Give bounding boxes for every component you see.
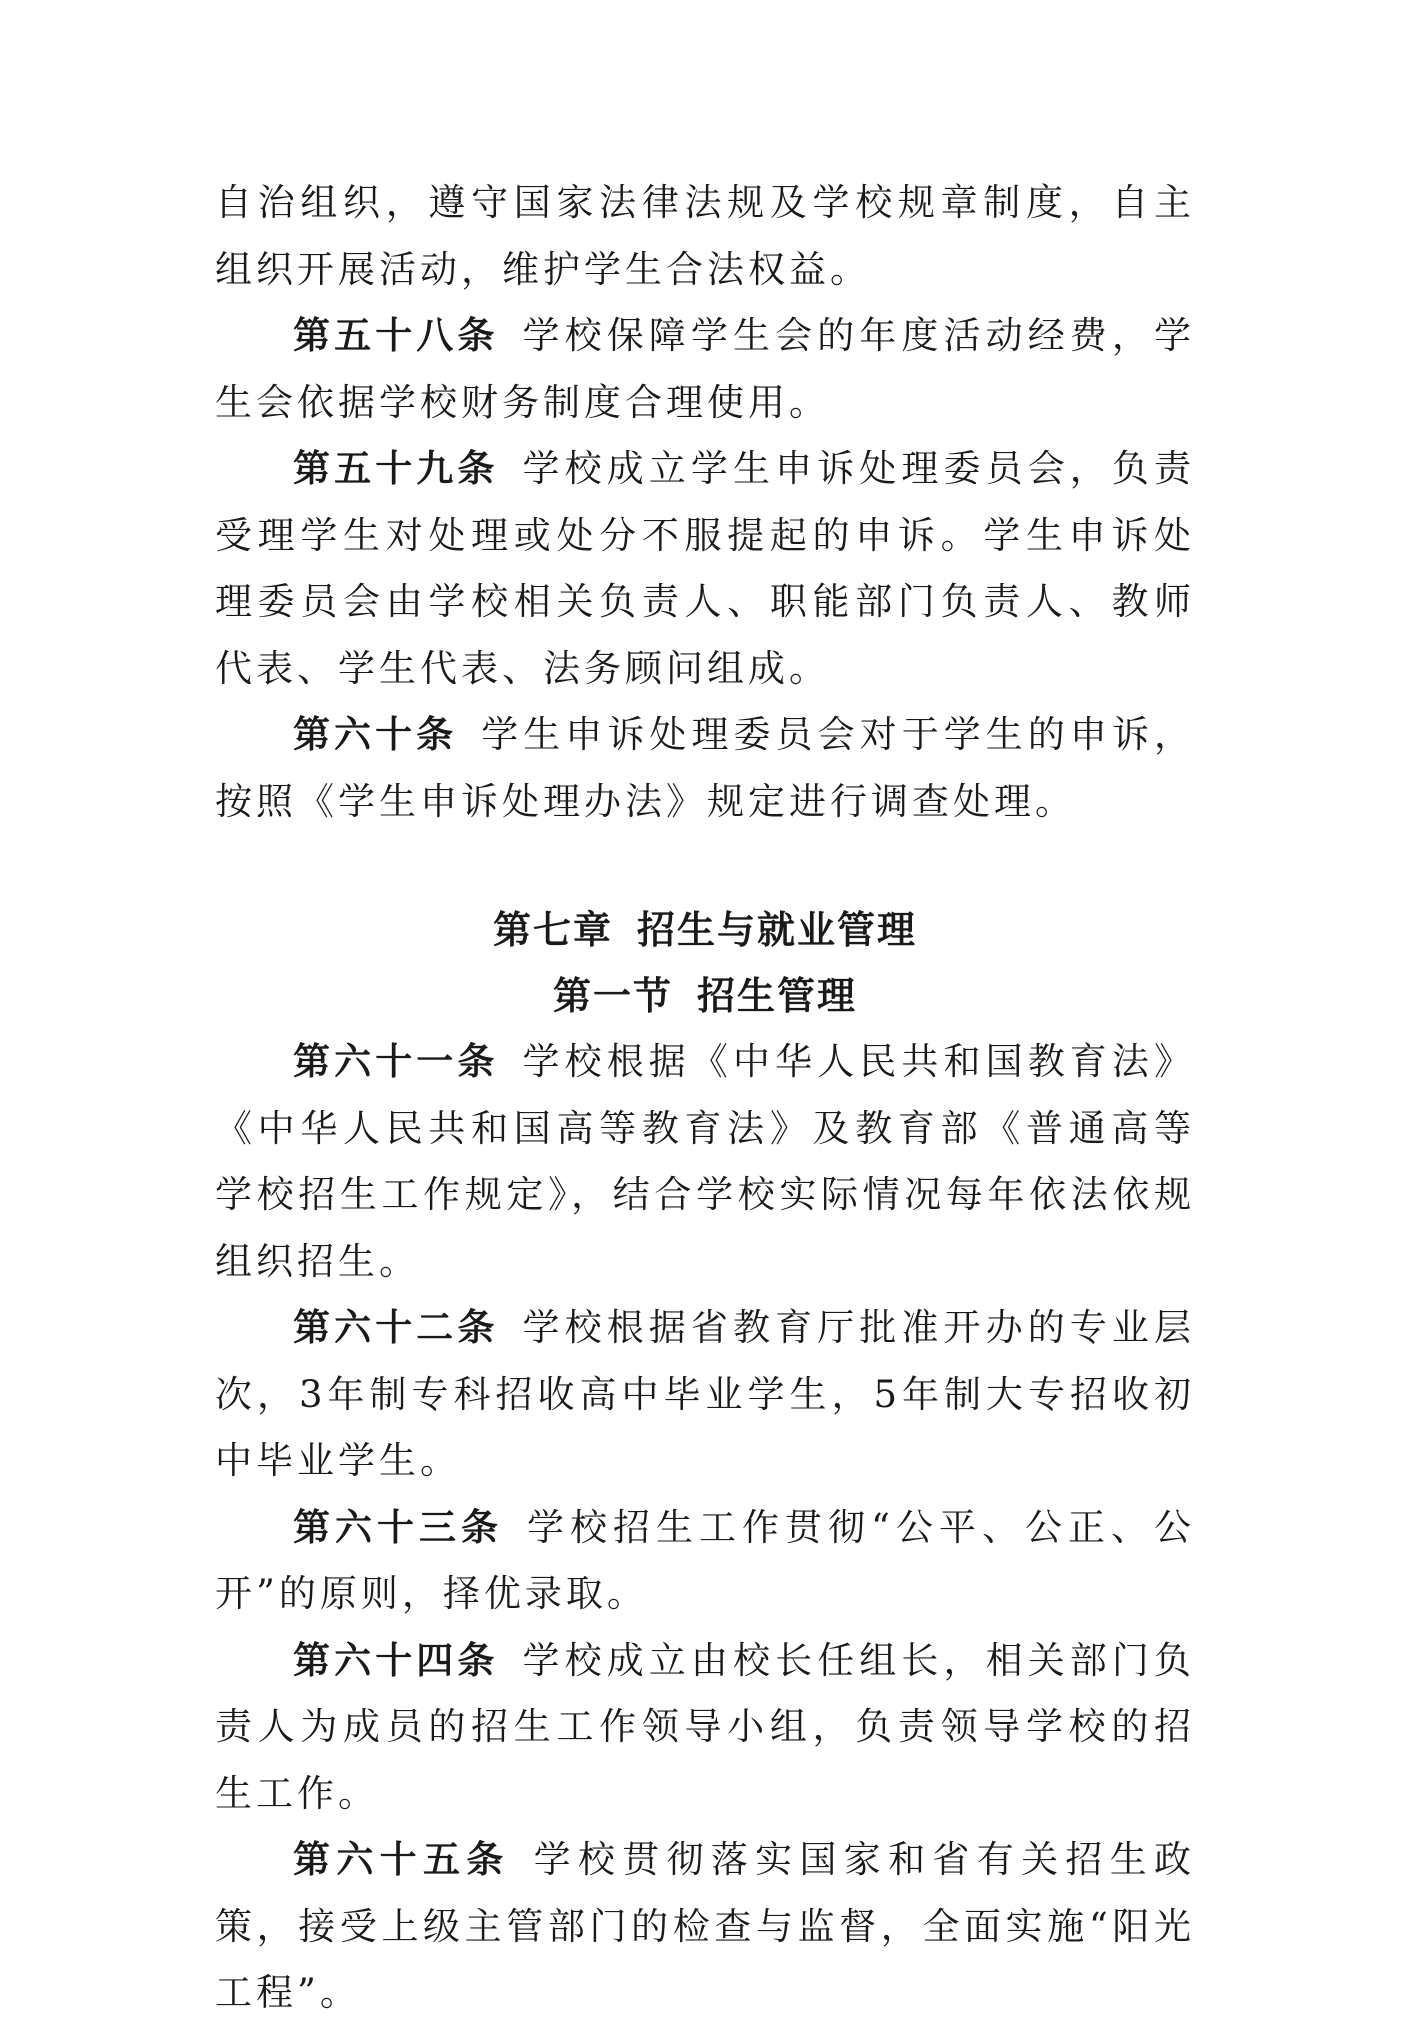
section-heading [215,963,1195,1029]
paragraph-continuation [215,170,1195,303]
article-number: 第六十二条 [293,1306,499,1349]
chapter-number: 第七章 [492,908,613,952]
article-number: 第六十一条 [293,1040,499,1083]
document-page [215,170,1195,2027]
article-text: 学校成立由校长任组长，相关部门负责人为成员的招生工作领导小组，负责领导学校的招生工作。 [215,1638,1195,1815]
article-text: 学校根据《中华人民共和国教育法》《中华人民共和国高等教育法》及教育部《普通高等学校招生工作规定》，结合学校实际情况每年依法依规组织招生。 [215,1040,1195,1283]
article-number: 第五十九条 [293,447,499,490]
article-number: 第六十三条 [293,1505,504,1549]
article-number: 第六十四条 [293,1638,499,1682]
article-59 [215,436,1195,702]
article-58 [215,303,1195,436]
section-number: 第一节 [552,974,673,1018]
article-number: 第六十条 [293,713,458,756]
article-text: 学校贯彻落实国家和省有关招生政策，接受上级主管部门的检查与监督，全面实施“阳光工程”。 [215,1838,1196,2014]
article-63 [215,1495,1195,1628]
paragraph-text: 自治组织，遵守国家法律法规及学校规章制度，自主组织开展活动，维护学生合法权益。 [215,181,1195,291]
article-text: 学校根据省教育厅批准开办的专业层次，3年制专科招收高中毕业学生，5年制大专招收初中毕业学生。 [215,1306,1195,1482]
article-62 [215,1295,1195,1495]
article-65 [215,1827,1195,2027]
article-number: 第六十五条 [293,1838,510,1881]
article-60 [215,702,1195,835]
article-text: 学校招生工作贯彻“公平、公正、公开”的原则，择优录取。 [215,1505,1196,1615]
chapter-heading [215,897,1195,963]
article-text: 学校成立学生申诉处理委员会，负责受理学生对处理或处分不服提起的申诉。学生申诉处理委员会由学校相关负责人、职能部门负责人、教师代表、学生代表、法务顾问组成。 [215,447,1195,690]
article-64 [215,1628,1195,1828]
chapter-title: 招生与就业管理 [637,908,918,952]
section-title: 招生管理 [697,974,858,1018]
article-text: 学校保障学生会的年度活动经费，学生会依据学校财务制度合理使用。 [215,314,1195,424]
article-61 [215,1029,1195,1295]
article-number: 第五十八条 [293,314,499,357]
article-text: 学生申诉处理委员会对于学生的申诉，按照《学生申诉处理办法》规定进行调查处理。 [215,713,1196,823]
